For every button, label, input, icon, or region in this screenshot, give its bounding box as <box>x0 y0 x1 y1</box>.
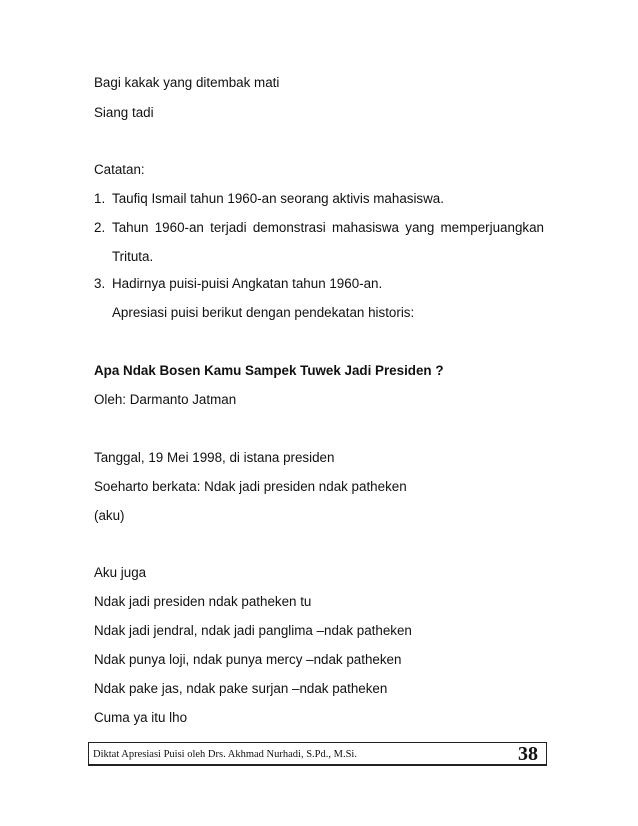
stanza-2-line-2: Ndak jadi presiden ndak patheken tu <box>94 594 312 609</box>
notes-heading: Catatan: <box>94 162 145 177</box>
page-number: 38 <box>518 743 538 765</box>
poem-title: Apa Ndak Bosen Kamu Sampek Tuwek Jadi Presiden ? <box>94 363 444 378</box>
stanza-2-line-3: Ndak jadi jendral, ndak jadi panglima –ndak patheken <box>94 623 412 638</box>
notes-item-continuation: Apresiasi puisi berikut dengan pendekatan historis: <box>112 305 415 320</box>
notes-item-number: 3. <box>94 276 106 291</box>
stanza-1-line-3: (aku) <box>94 508 125 523</box>
poem-end-line-1: Bagi kakak yang ditembak mati <box>94 75 280 90</box>
stanza-1-line-2: Soeharto berkata: Ndak jadi presiden ndak patheken <box>94 479 407 494</box>
page-footer <box>88 742 547 766</box>
notes-item-text: Hadirnya puisi-puisi Angkatan tahun 1960-an. <box>112 276 383 291</box>
notes-item-continuation: Trituta. <box>112 249 154 264</box>
poem-end-line-2: Siang tadi <box>94 105 154 120</box>
stanza-1-line-1: Tanggal, 19 Mei 1998, di istana presiden <box>94 450 335 465</box>
stanza-2-line-6: Cuma ya itu lho <box>94 710 188 725</box>
notes-item-number: 1. <box>94 191 106 206</box>
notes-item-text: Tahun 1960-an terjadi demonstrasi mahasiswa yang memperjuangkan <box>112 220 544 235</box>
notes-item-number: 2. <box>94 220 106 235</box>
stanza-2-line-5: Ndak pake jas, ndak pake surjan –ndak patheken <box>94 681 388 696</box>
notes-item-text: Taufiq Ismail tahun 1960-an seorang aktivis mahasiswa. <box>112 191 444 206</box>
stanza-2-line-4: Ndak punya loji, ndak punya mercy –ndak patheken <box>94 652 402 667</box>
stanza-2-line-1: Aku juga <box>94 565 147 580</box>
footer-text: Diktat Apresiasi Puisi oleh Drs. Akhmad Nurhadi, S.Pd., M.Si. <box>93 749 357 760</box>
poem-author: Oleh: Darmanto Jatman <box>94 392 237 407</box>
